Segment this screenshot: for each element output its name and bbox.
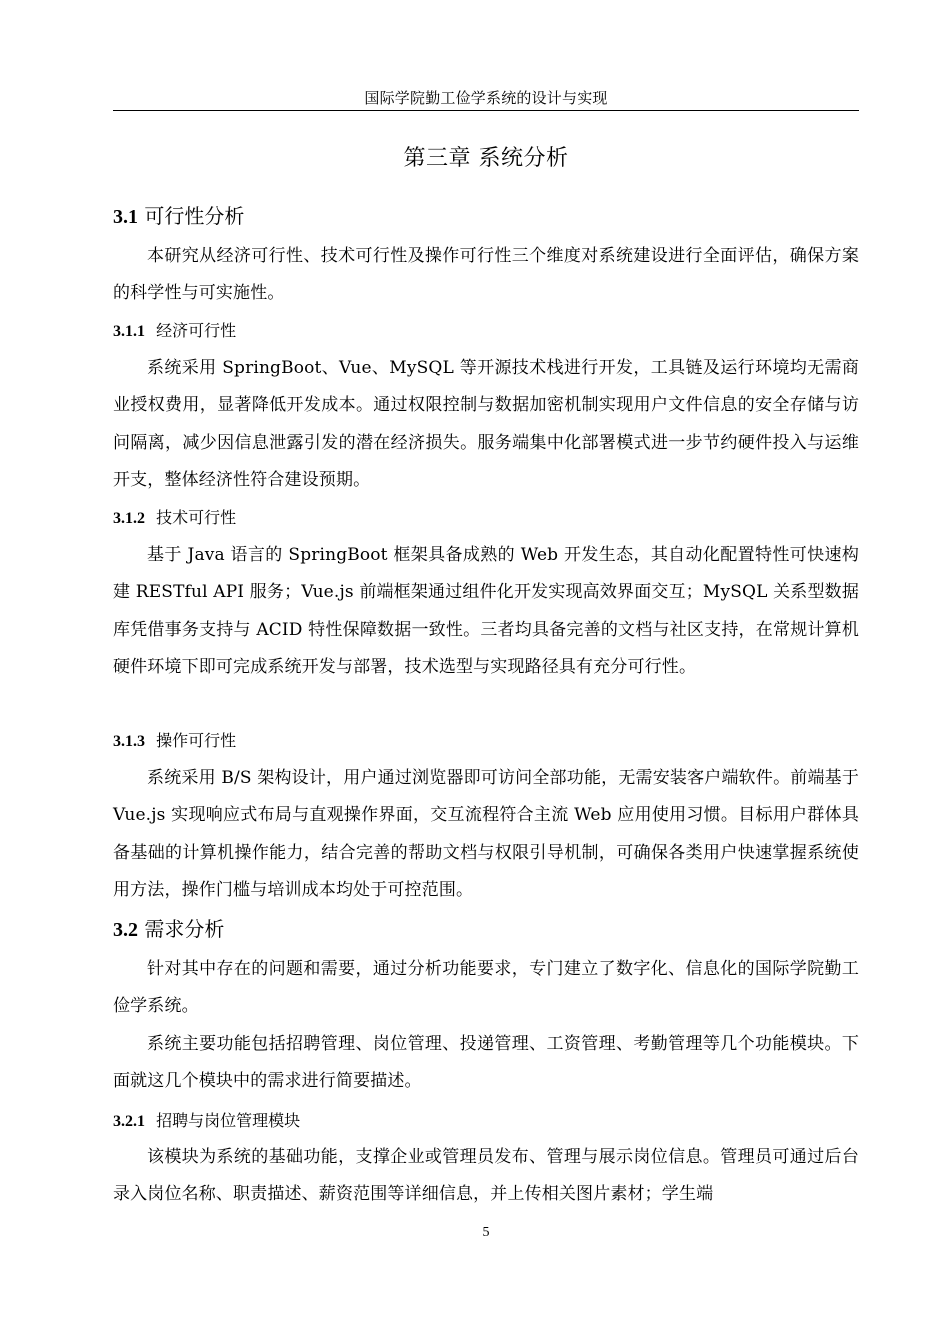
section-number: 3.2 xyxy=(113,919,138,941)
subsection-number: 3.1.1 xyxy=(113,323,145,340)
subsection-title: 招聘与岗位管理模块 xyxy=(156,1111,301,1130)
chapter-title: 第三章 系统分析 xyxy=(403,146,569,171)
paragraph-requirements-intro: 针对其中存在的问题和需要，通过分析功能要求，专门建立了数字化、信息化的国际学院勤工俭学系统。 xyxy=(113,959,859,1017)
section-title: 可行性分析 xyxy=(144,204,245,228)
section-number: 3.1 xyxy=(113,206,138,228)
running-header: 国际学院勤工俭学系统的设计与实现 xyxy=(364,89,608,107)
subsection-number: 3.2.1 xyxy=(113,1113,145,1130)
subsection-heading-3-1-3 xyxy=(113,726,859,757)
subsection-title: 操作可行性 xyxy=(156,731,237,750)
section-title: 需求分析 xyxy=(144,917,225,941)
header-rule xyxy=(113,110,859,111)
subsection-title: 经济可行性 xyxy=(156,321,237,340)
subsection-number: 3.1.3 xyxy=(113,733,145,750)
subsection-heading-3-1-1 xyxy=(113,316,859,347)
paragraph-economic-feasibility: 系统采用 SpringBoot、Vue、MySQL 等开源技术栈进行开发，工具链及运行环境均无需商业授权费用，显著降低开发成本。通过权限控制与数据加密机制实现用户文件信息的安全存储与访问隔离，减少因信息泄露引发的潜在经济损失。服务端集中化部署模式进一步节约硬件投入与运维开支，整体经济性符合建设预期。 xyxy=(113,358,859,490)
paragraph-operational-feasibility: 系统采用 B/S 架构设计，用户通过浏览器即可访问全部功能，无需安装客户端软件。前端基于 Vue.js 实现响应式布局与直观操作界面，交互流程符合主流 Web 应用使用习惯。目标用户群体具备基础的计算机操作能力，结合完善的帮助文档与权限引导机制，可确保各类用户快速掌握系统使用方法，操作门槛与培训成本均处于可控范围。 xyxy=(113,768,859,900)
paragraph-recruitment-module: 该模块为系统的基础功能，支撑企业或管理员发布、管理与展示岗位信息。管理员可通过后台录入岗位名称、职责描述、薪资范围等详细信息，并上传相关图片素材；学生端 xyxy=(113,1147,859,1205)
paragraph-requirements-modules: 系统主要功能包括招聘管理、岗位管理、投递管理、工资管理、考勤管理等几个功能模块。下面就这几个模块中的需求进行简要描述。 xyxy=(113,1034,859,1092)
page-number: 5 xyxy=(482,1225,490,1240)
subsection-heading-3-1-2 xyxy=(113,503,859,534)
subsection-heading-3-2-1 xyxy=(113,1106,859,1137)
paragraph-feasibility-intro: 本研究从经济可行性、技术可行性及操作可行性三个维度对系统建设进行全面评估，确保方案的科学性与可实施性。 xyxy=(113,246,859,304)
paragraph-technical-feasibility: 基于 Java 语言的 SpringBoot 框架具备成熟的 Web 开发生态，其自动化配置特性可快速构建 RESTful API 服务；Vue.js 前端框架通过组件化开发实现高效界面交互；MySQL 关系型数据库凭借事务支持与 ACID 特性保障数据一致性。三者均具备完善的文档与社区支持，在常规计算机硬件环境下即可完成系统开发与部署，技术选型与实现路径具有充分可行性。 xyxy=(113,545,859,677)
subsection-title: 技术可行性 xyxy=(156,508,237,527)
section-heading-3-1 xyxy=(113,200,859,233)
section-heading-3-2 xyxy=(113,913,859,946)
subsection-number: 3.1.2 xyxy=(113,510,145,527)
